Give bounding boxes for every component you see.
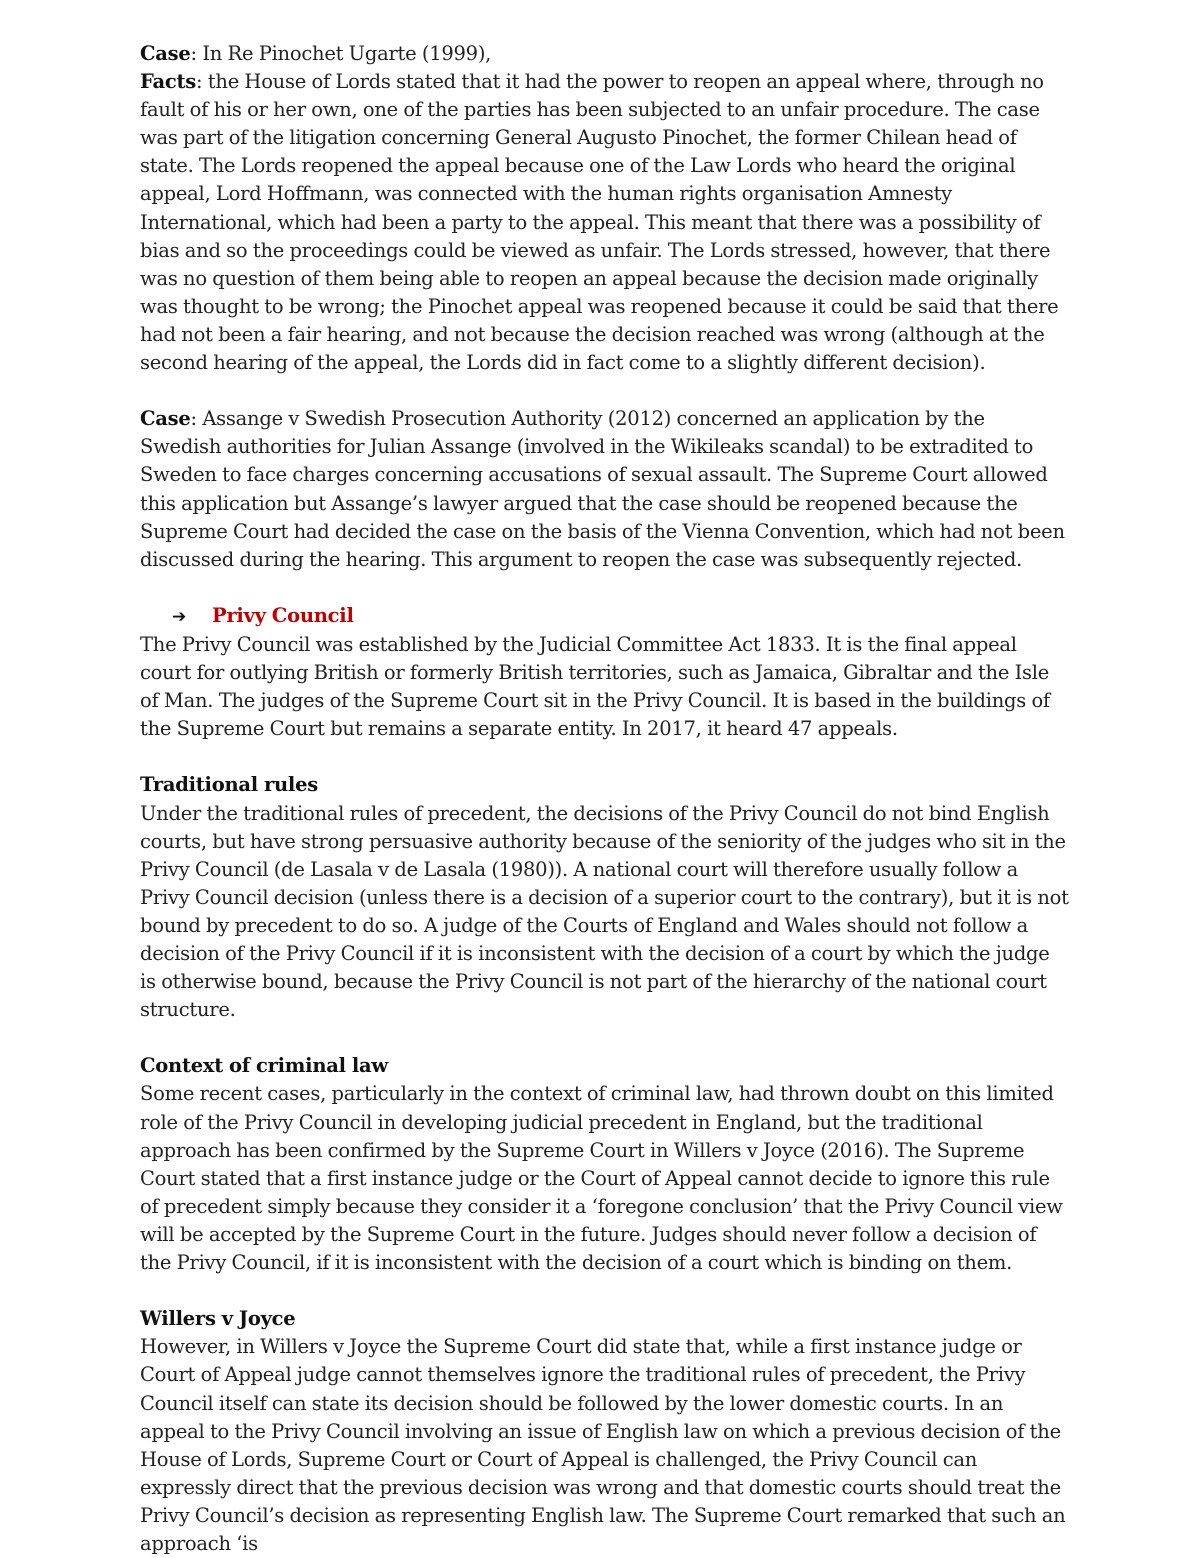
facts-paragraph xyxy=(140,68,1070,377)
traditional-rules-heading: Traditional rules xyxy=(140,773,318,797)
willers-heading: Willers v Joyce xyxy=(140,1307,296,1331)
privy-council-title: Privy Council xyxy=(212,603,354,627)
criminal-law-heading: Context of criminal law xyxy=(140,1054,388,1078)
case-citation: : In Re Pinochet Ugarte (1999), xyxy=(190,42,492,65)
case-assange-text: : Assange v Swedish Prosecution Authority (2012) concerned an application by the Swedish authorities for Julian Assange (involved in the Wikileaks scandal) to be extradited to Sweden to face charges concerning accusations of sexual assault. The Supreme Court allowed this application but Assange’s lawyer argued that the case should be reopened because the Supreme Court had decided the case on the basis of the Vienna Convention, which had not been discussed during the hearing. This argument to reopen the case was subsequently rejected. xyxy=(140,407,1065,571)
arrow-right-icon: ➔ xyxy=(172,606,186,627)
willers-paragraph: However, in Willers v Joyce the Supreme Court did state that, while a first instance judge or Court of Appeal judge cannot themselves ignore the traditional rules of precedent, the Privy Council itself can state its decision should be followed by the lower domestic courts. In an appeal to the Privy Council involving an issue of English law on which a previous decision of the House of Lords, Supreme Court or Court of Appeal is challenged, the Privy Council can expressly direct that the previous decision was wrong and that domestic courts should treat the Privy Council’s decision as representing English law. The Supreme Court remarked that such an approach ‘is xyxy=(140,1335,1066,1555)
facts-label: Facts xyxy=(140,70,197,94)
criminal-law-paragraph: Some recent cases, particularly in the context of criminal law, had thrown doubt on this limited role of the Privy Council in developing judicial precedent in England, but the traditional approach has been confirmed by the Supreme Court in Willers v Joyce (2016). The Supreme Court stated that a first instance judge or the Court of Appeal cannot decide to ignore this rule of precedent simply because they consider it a ‘foregone conclusion’ that the Privy Council view will be accepted by the Supreme Court in the future. Judges should never follow a decision of the Privy Council, if it is inconsistent with the decision of a court which is binding on them. xyxy=(140,1082,1063,1275)
privy-council-heading xyxy=(140,602,1070,631)
case-assange-paragraph xyxy=(140,405,1070,574)
facts-text: : the House of Lords stated that it had the power to reopen an appeal where, through no fault of his or her own, one of the parties has been subjected to an unfair procedure. The case was part of the litigation concerning General Augusto Pinochet, the former Chilean head of state. The Lords reopened the appeal because one of the Law Lords who heard the original appeal, Lord Hoffmann, was connected with the human rights organisation Amnesty International, which had been a party to the appeal. This meant that there was a possibility of bias and so the proceedings could be viewed as unfair. The Lords stressed, however, that there was no question of them being able to reopen an appeal because the decision made originally was thought to be wrong; the Pinochet appeal was reopened because it could be said that there had not been a fair hearing, and not because the decision reached was wrong (although at the second hearing of the appeal, the Lords did in fact come to a slightly different decision). xyxy=(140,70,1059,375)
document-page xyxy=(140,40,1070,1558)
privy-council-paragraph: The Privy Council was established by the Judicial Committee Act 1833. It is the final appeal court for outlying British or formerly British territories, such as Jamaica, Gibraltar and the Isle of Man. The judges of the Supreme Court sit in the Privy Council. It is based in the buildings of the Supreme Court but remains a separate entity. In 2017, it heard 47 appeals. xyxy=(140,632,1050,741)
case-label: Case xyxy=(140,407,191,431)
case-label: Case xyxy=(140,42,191,65)
traditional-rules-paragraph: Under the traditional rules of precedent, the decisions of the Privy Council do not bind English courts, but have strong persuasive authority because of the seniority of the judges who sit in the Privy Council (de Lasala v de Lasala (1980)). A national court will therefore usually follow a Privy Council decision (unless there is a decision of a superior court to the contrary), but it is not bound by precedent to do so. A judge of the Courts of England and Wales should not follow a decision of the Privy Council if it is inconsistent with the decision of a court by which the judge is otherwise bound, because the Privy Council is not part of the hierarchy of the national court structure. xyxy=(140,801,1069,1022)
case-pinochet-line xyxy=(140,40,1070,68)
